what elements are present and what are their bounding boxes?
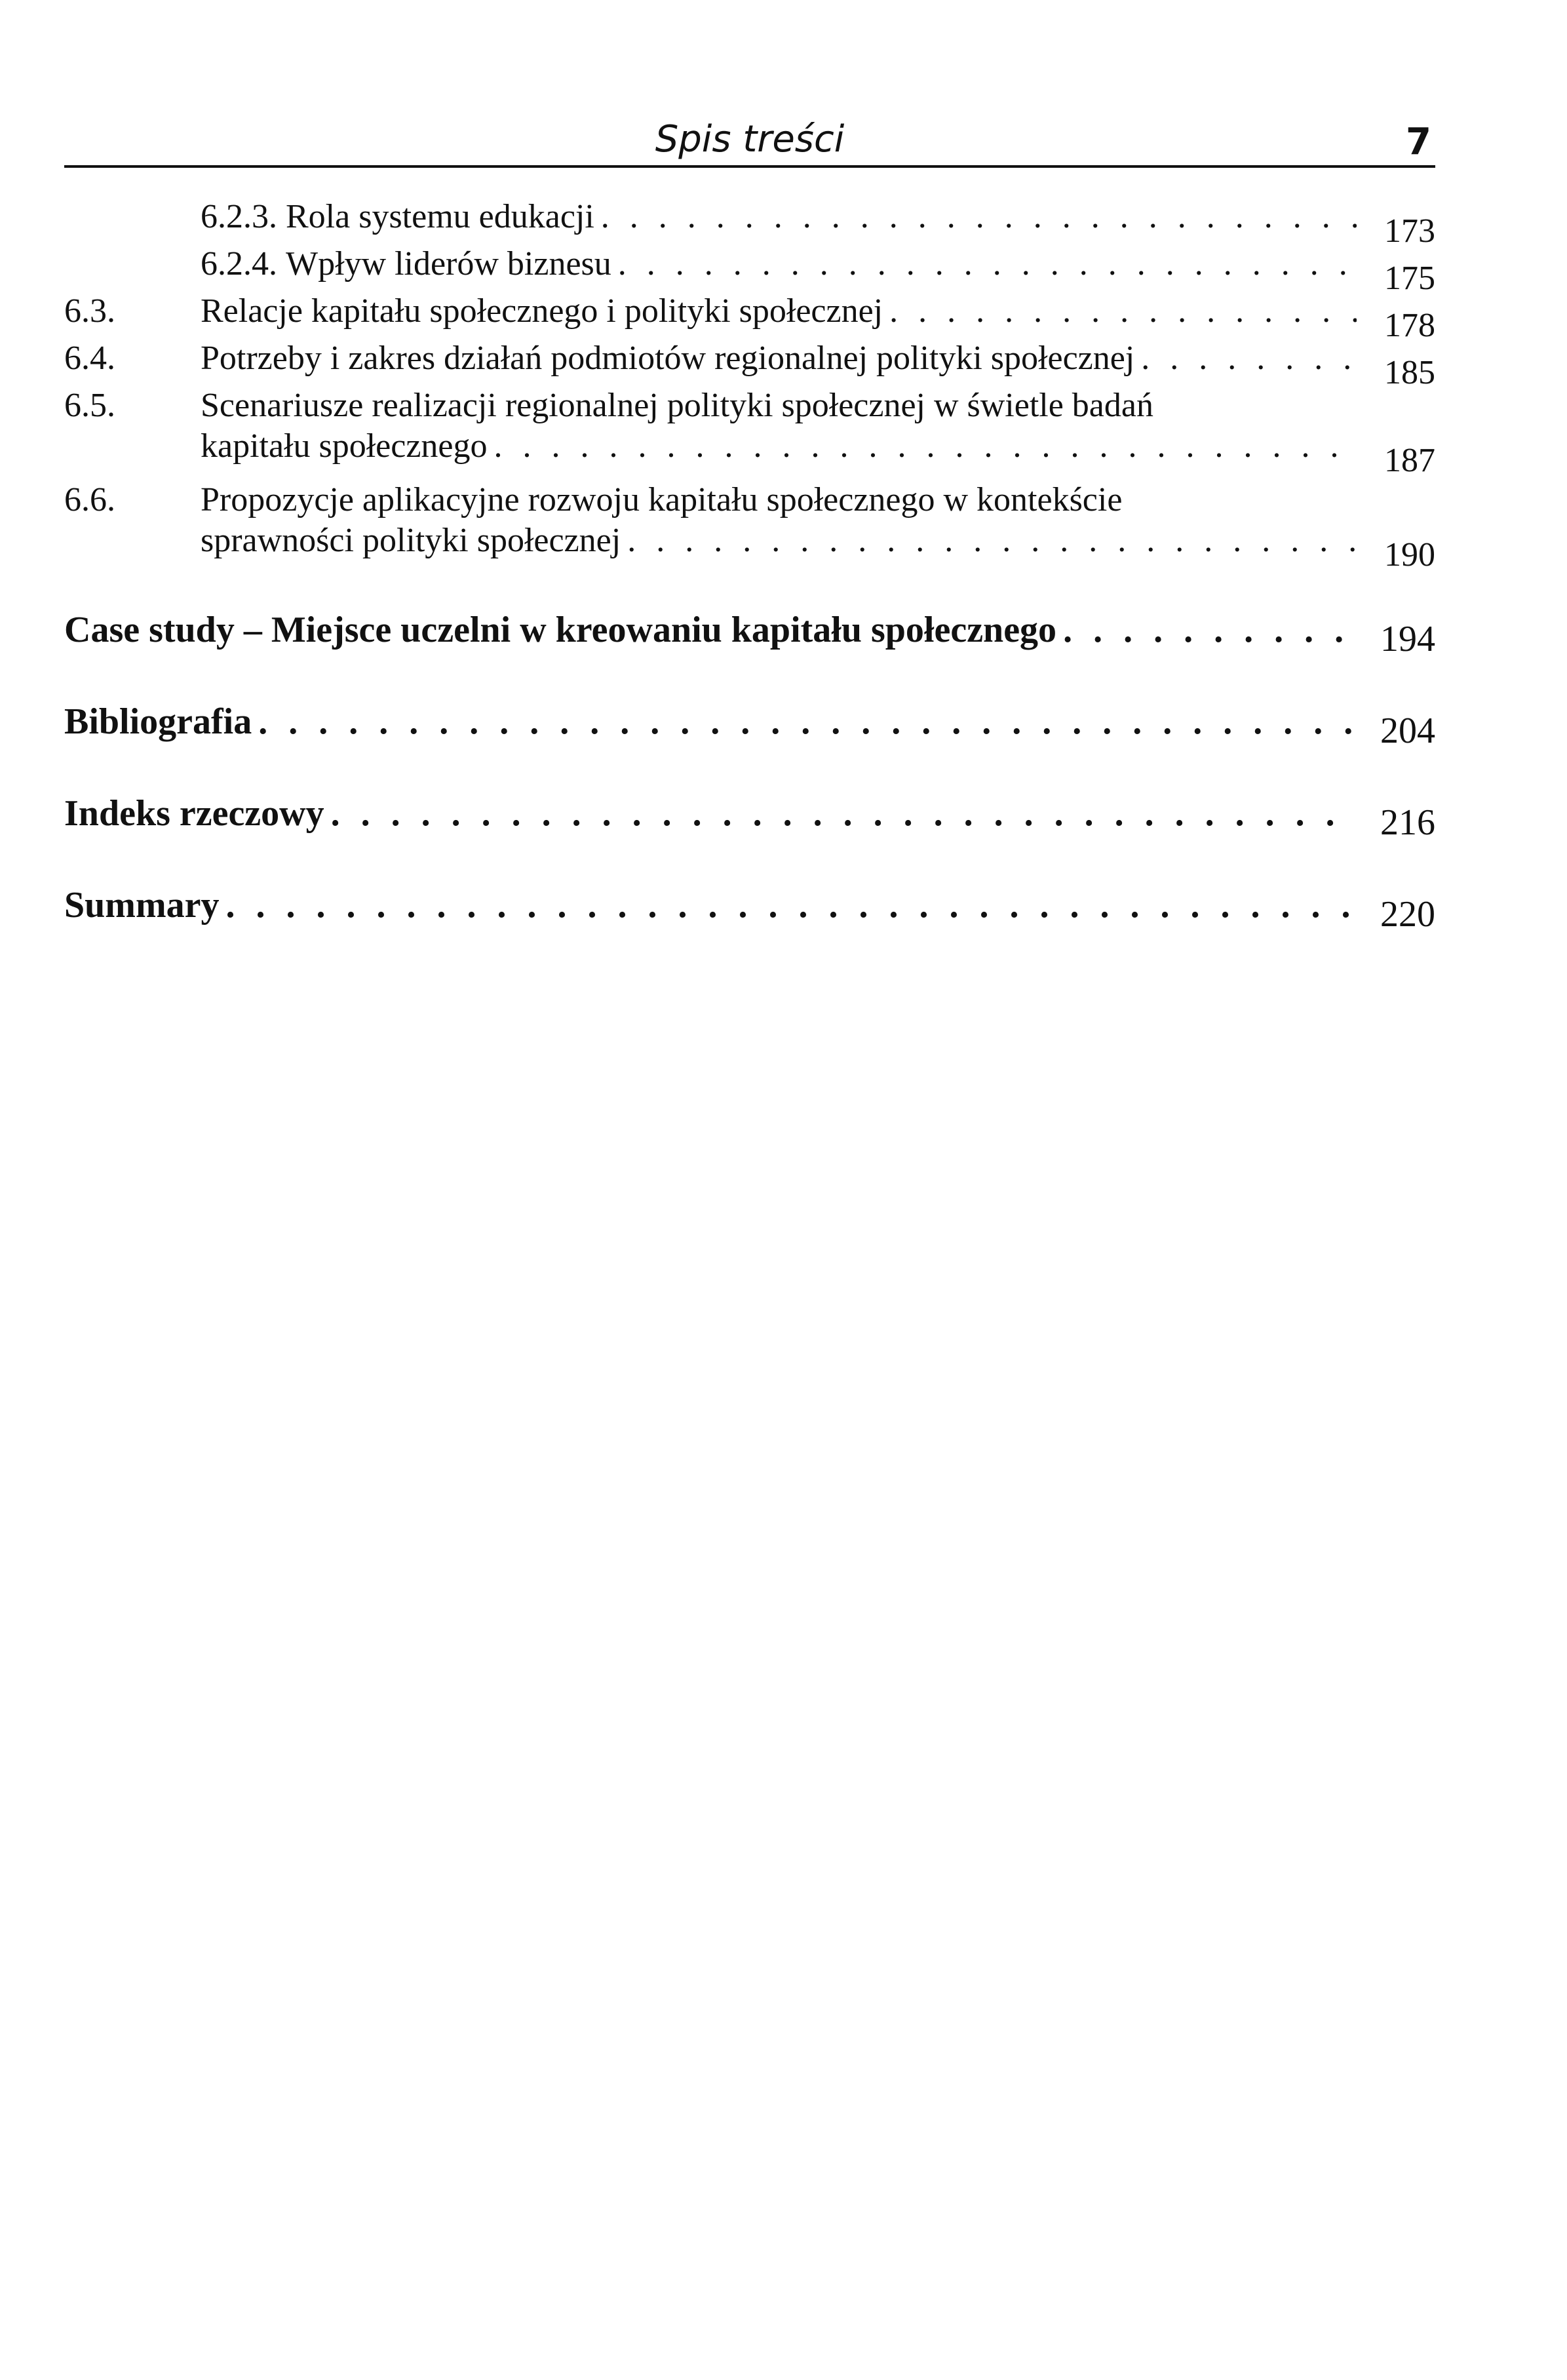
toc-entry-6-2-3[interactable] — [64, 197, 1435, 250]
leader-dots — [621, 520, 1357, 561]
toc-entry-title-line1: Scenariusze realizacji regionalnej polityki społecznej w świetle badań — [201, 387, 1153, 424]
toc-chapter-page: 194 — [1380, 619, 1435, 659]
toc-entry-title: Wpływ liderów biznesu — [286, 245, 611, 283]
toc-entry-6-4[interactable] — [64, 338, 1435, 391]
leader-dots — [488, 426, 1357, 467]
toc-chapter-title: Indeks rzeczowy — [64, 793, 324, 834]
toc-chapter-summary[interactable] — [64, 882, 1435, 935]
toc-entry-number: 6.2.3. — [201, 198, 277, 235]
toc-entry-number: 6.3. — [64, 292, 115, 330]
toc-entry-page: 173 — [1384, 212, 1435, 250]
toc-entry-number: 6.4. — [64, 340, 115, 377]
leader-dots — [611, 244, 1357, 284]
toc-entry-title: Potrzeby i zakres działań podmiotów regionalnej polityki społecznej — [201, 340, 1135, 377]
toc-entry-title-line2: kapitału społecznego — [201, 427, 488, 465]
toc-chapter-page: 216 — [1380, 802, 1435, 843]
toc-entry-page: 175 — [1384, 260, 1435, 297]
toc-chapter-title: Summary — [64, 885, 220, 926]
toc-chapter-bibliografia[interactable] — [64, 699, 1435, 751]
toc-chapter-page: 220 — [1380, 894, 1435, 935]
leader-dots — [219, 882, 1357, 928]
toc-chapter-title: Bibliografia — [64, 701, 252, 742]
toc-entry-6-6[interactable] — [64, 480, 1435, 574]
leader-dots — [1056, 607, 1357, 653]
toc-entry-page: 178 — [1384, 307, 1435, 344]
running-head-title: Spis treści — [655, 118, 845, 161]
toc-entry-6-5[interactable] — [64, 385, 1435, 479]
leader-dots — [594, 197, 1357, 237]
table-of-contents — [64, 197, 1435, 935]
toc-chapter-indeks-rzeczowy[interactable] — [64, 790, 1435, 843]
toc-chapter-case-study[interactable] — [64, 607, 1435, 659]
leader-dots — [1134, 338, 1357, 379]
leader-dots — [324, 790, 1357, 836]
toc-entry-title: Relacje kapitału społecznego i polityki społecznej — [201, 292, 883, 330]
toc-chapter-page: 204 — [1380, 711, 1435, 751]
toc-entry-6-3[interactable] — [64, 291, 1435, 344]
running-head-page-number: 7 — [1406, 121, 1431, 163]
toc-entry-page: 187 — [1384, 442, 1435, 479]
toc-entry-number: 6.5. — [64, 387, 115, 424]
toc-entry-page: 185 — [1384, 354, 1435, 391]
toc-entry-number: 6.6. — [64, 481, 115, 518]
toc-entry-title-line2: sprawności polityki społecznej — [201, 522, 621, 559]
toc-entry-title-line1: Propozycje aplikacyjne rozwoju kapitału społecznego w kontekście — [201, 481, 1123, 518]
running-header — [64, 110, 1435, 169]
leader-dots — [252, 699, 1357, 745]
toc-entry-title: Rola systemu edukacji — [286, 198, 594, 235]
header-rule — [64, 165, 1435, 168]
toc-chapter-title: Case study – Miejsce uczelni w kreowaniu kapitału społecznego — [64, 610, 1057, 650]
toc-entry-page: 190 — [1384, 536, 1435, 574]
toc-entry-number: 6.2.4. — [201, 245, 277, 283]
toc-entry-6-2-4[interactable] — [64, 244, 1435, 297]
leader-dots — [883, 291, 1357, 332]
